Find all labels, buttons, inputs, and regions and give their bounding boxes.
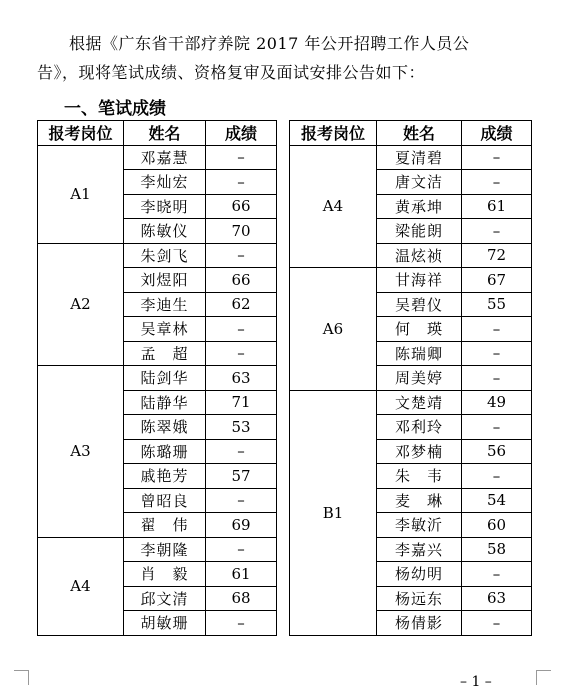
name-cell: 李朝隆	[124, 537, 206, 562]
score-cell: –	[462, 562, 532, 587]
name-cell: 陈敏仪	[124, 219, 206, 244]
header-post: 报考岗位	[290, 121, 377, 146]
score-cell: –	[462, 317, 532, 342]
score-cell: –	[206, 243, 277, 268]
page-corner-mark	[14, 670, 29, 685]
left-table-header-row	[38, 121, 277, 146]
score-cell: 72	[462, 243, 532, 268]
name-cell: 邓利玲	[377, 415, 462, 440]
score-cell: 54	[462, 488, 532, 513]
post-cell: A4	[290, 145, 377, 268]
name-cell: 文楚靖	[377, 390, 462, 415]
name-cell: 黄承坤	[377, 194, 462, 219]
name-cell: 陈瑞卿	[377, 341, 462, 366]
name-cell: 温炫祯	[377, 243, 462, 268]
name-cell: 夏清碧	[377, 145, 462, 170]
name-cell: 陆剑华	[124, 366, 206, 391]
name-cell: 何 瑛	[377, 317, 462, 342]
name-cell: 麦 琳	[377, 488, 462, 513]
score-cell: –	[206, 439, 277, 464]
name-cell: 杨倩影	[377, 611, 462, 636]
name-cell: 翟 伟	[124, 513, 206, 538]
name-cell: 邓嘉慧	[124, 145, 206, 170]
name-cell: 曾昭良	[124, 488, 206, 513]
section-heading: 一、笔试成绩	[64, 99, 166, 119]
name-cell: 李迪生	[124, 292, 206, 317]
score-cell: –	[462, 219, 532, 244]
intro-line-2: 告》，现将笔试成绩、资格复审及面试安排公告如下：	[37, 63, 426, 82]
header-post: 报考岗位	[38, 121, 124, 146]
score-cell: –	[462, 341, 532, 366]
score-cell: 53	[206, 415, 277, 440]
score-cell: –	[206, 170, 277, 195]
score-cell: –	[462, 145, 532, 170]
score-cell: 67	[462, 268, 532, 293]
name-cell: 朱 韦	[377, 464, 462, 489]
table-row	[290, 390, 532, 415]
page-corner-mark	[536, 670, 551, 685]
header-score: 成绩	[206, 121, 277, 146]
post-cell: A3	[38, 366, 124, 538]
score-cell: –	[462, 170, 532, 195]
score-cell: –	[206, 341, 277, 366]
name-cell: 吴碧仪	[377, 292, 462, 317]
name-cell: 刘煜阳	[124, 268, 206, 293]
name-cell: 陈璐珊	[124, 439, 206, 464]
score-cell: 61	[206, 562, 277, 587]
post-cell: A4	[38, 537, 124, 635]
score-cell: –	[462, 464, 532, 489]
name-cell: 陈翠娥	[124, 415, 206, 440]
score-cell: –	[206, 488, 277, 513]
score-cell: 66	[206, 194, 277, 219]
score-cell: –	[206, 537, 277, 562]
name-cell: 周美婷	[377, 366, 462, 391]
score-cell: 62	[206, 292, 277, 317]
name-cell: 吴章林	[124, 317, 206, 342]
header-name: 姓名	[124, 121, 206, 146]
name-cell: 邓梦楠	[377, 439, 462, 464]
table-row	[38, 145, 277, 170]
right-table-header-row	[290, 121, 532, 146]
score-cell: 69	[206, 513, 277, 538]
name-cell: 胡敏珊	[124, 611, 206, 636]
name-cell: 戚艳芳	[124, 464, 206, 489]
name-cell: 陆静华	[124, 390, 206, 415]
name-cell: 唐文洁	[377, 170, 462, 195]
score-cell: –	[206, 317, 277, 342]
intro-line-1: 根据《广东省干部疗养院 2017 年公开招聘工作人员公	[69, 34, 470, 53]
score-cell: –	[206, 145, 277, 170]
score-cell: –	[462, 611, 532, 636]
score-cell: 56	[462, 439, 532, 464]
right-score-table	[289, 120, 532, 636]
score-cell: 49	[462, 390, 532, 415]
name-cell: 朱剑飞	[124, 243, 206, 268]
score-cell: 63	[462, 586, 532, 611]
name-cell: 邱文清	[124, 586, 206, 611]
table-row	[38, 243, 277, 268]
score-cell: 71	[206, 390, 277, 415]
score-cell: 60	[462, 513, 532, 538]
name-cell: 杨幼明	[377, 562, 462, 587]
table-row	[38, 537, 277, 562]
score-cell: 63	[206, 366, 277, 391]
name-cell: 甘海祥	[377, 268, 462, 293]
name-cell: 肖 毅	[124, 562, 206, 587]
left-score-table	[37, 120, 277, 636]
score-cell: –	[462, 366, 532, 391]
table-row	[290, 145, 532, 170]
score-cell: 66	[206, 268, 277, 293]
post-cell: B1	[290, 390, 377, 635]
score-cell: 55	[462, 292, 532, 317]
post-cell: A2	[38, 243, 124, 366]
score-cell: –	[462, 415, 532, 440]
name-cell: 李晓明	[124, 194, 206, 219]
score-cell: 68	[206, 586, 277, 611]
name-cell: 李灿宏	[124, 170, 206, 195]
header-name: 姓名	[377, 121, 462, 146]
table-row	[290, 268, 532, 293]
name-cell: 李嘉兴	[377, 537, 462, 562]
page-number: – 1 –	[460, 674, 492, 690]
score-cell: 70	[206, 219, 277, 244]
score-cell: –	[206, 611, 277, 636]
name-cell: 梁能朗	[377, 219, 462, 244]
score-cell: 58	[462, 537, 532, 562]
post-cell: A6	[290, 268, 377, 391]
header-score: 成绩	[462, 121, 532, 146]
table-row	[38, 366, 277, 391]
post-cell: A1	[38, 145, 124, 243]
name-cell: 孟 超	[124, 341, 206, 366]
name-cell: 李敏沂	[377, 513, 462, 538]
score-cell: 57	[206, 464, 277, 489]
score-cell: 61	[462, 194, 532, 219]
name-cell: 杨远东	[377, 586, 462, 611]
